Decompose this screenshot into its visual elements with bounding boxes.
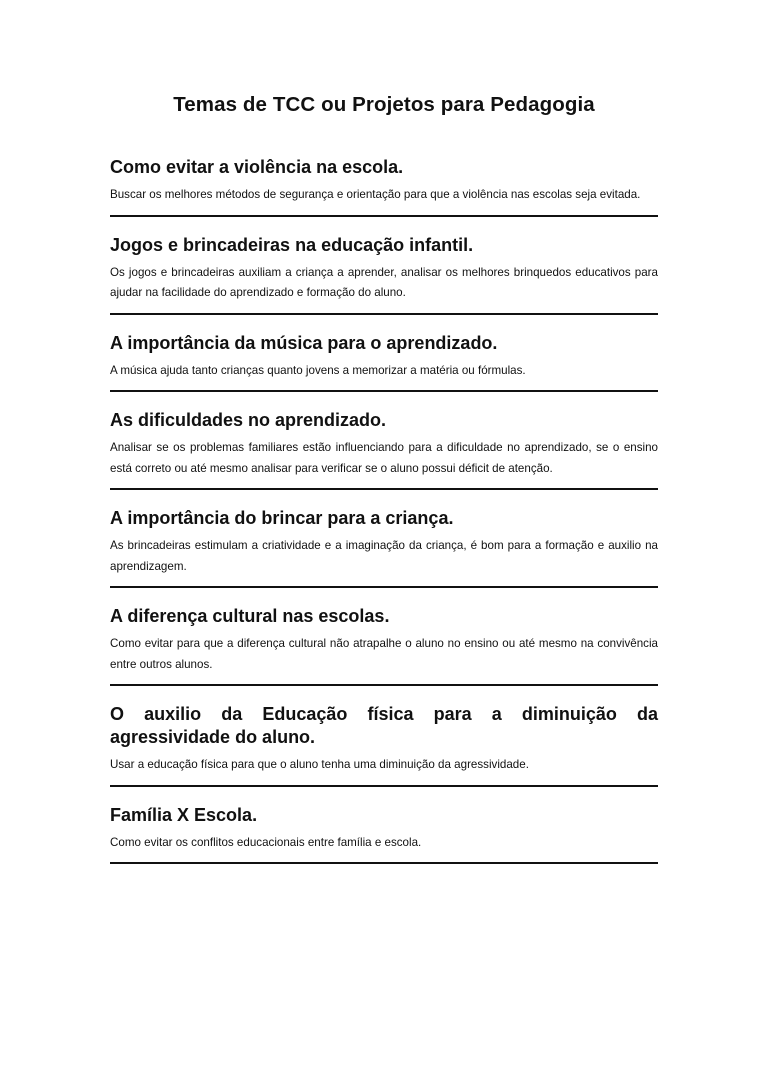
- topic-description: Os jogos e brincadeiras auxiliam a criança a aprender, analisar os melhores brinquedos educativos para ajudar na facilidade do aprendizado e formação do aluno.: [110, 265, 658, 299]
- topic-description: Buscar os melhores métodos de segurança e orientação para que a violência nas escolas seja evitada.: [110, 188, 641, 201]
- topic-item: [110, 703, 658, 787]
- topic-item: [110, 605, 658, 686]
- topic-description: Analisar se os problemas familiares estão influenciando para a dificuldade no aprendizado, se o ensino está correto ou até mesmo analisar para verificar se o aluno possui déficit de atenção.: [110, 441, 658, 475]
- topic-heading: Como evitar a violência na escola.: [110, 157, 404, 177]
- topic-heading: As dificuldades no aprendizado.: [110, 410, 387, 430]
- topic-item: [110, 804, 658, 865]
- document-title: Temas de TCC ou Projetos para Pedagogia: [173, 93, 595, 116]
- topic-divider: [110, 684, 658, 686]
- topic-item: [110, 507, 658, 588]
- topic-divider: [110, 390, 658, 392]
- topic-description: Como evitar para que a diferença cultural não atrapalhe o aluno no ensino ou até mesmo na convivência entre outros alunos.: [110, 637, 658, 671]
- topic-heading: Jogos e brincadeiras na educação infantil.: [110, 234, 474, 255]
- topic-item: [110, 234, 658, 315]
- topic-item: [110, 409, 658, 490]
- topic-divider: [110, 215, 658, 217]
- topic-description: As brincadeiras estimulam a criatividade e a imaginação da criança, é bom para a formação e auxilio na aprendizagem.: [110, 539, 658, 573]
- topic-divider: [110, 313, 658, 315]
- topic-divider: [110, 862, 658, 864]
- topic-description: Como evitar os conflitos educacionais entre família e escola.: [110, 835, 422, 849]
- topic-heading: A importância do brincar para a criança.: [110, 508, 454, 528]
- topic-description: A música ajuda tanto crianças quanto jovens a memorizar a matéria ou fórmulas.: [110, 363, 526, 377]
- topic-divider: [110, 785, 658, 787]
- topic-item: [110, 156, 658, 217]
- topic-heading: A importância da música para o aprendizado.: [110, 332, 498, 353]
- topic-divider: [110, 488, 658, 490]
- topic-heading: Família X Escola.: [110, 804, 258, 825]
- topic-divider: [110, 586, 658, 588]
- topic-heading: O auxilio da Educação física para a diminuição da agressividade do aluno.: [110, 704, 658, 747]
- topic-heading: A diferença cultural nas escolas.: [110, 606, 390, 626]
- document-page: [110, 92, 658, 881]
- topic-item: [110, 332, 658, 393]
- topic-description: Usar a educação física para que o aluno tenha uma diminuição da agressividade.: [110, 758, 529, 771]
